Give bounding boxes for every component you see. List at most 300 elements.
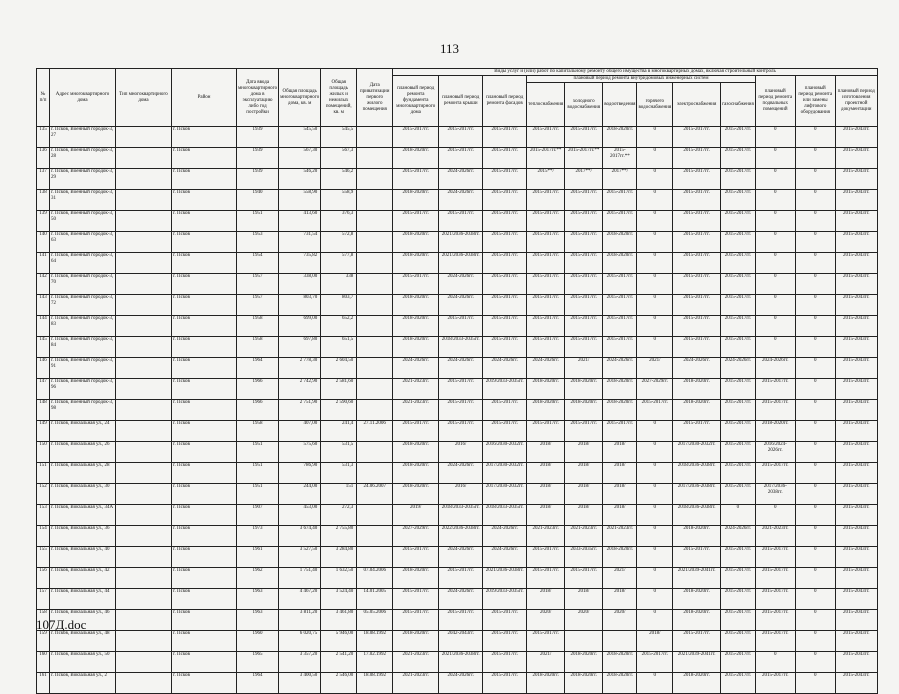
cell-period-facade: 2019/2033-2035гг. <box>483 379 527 400</box>
cell-sewer: 2020/ <box>603 610 637 631</box>
cell-gas: 2015-2017гг. <box>721 673 756 694</box>
cell-period-facade: 2024-2026гг. <box>483 547 527 568</box>
cell-gas: 2015-2017гг. <box>721 610 756 631</box>
cell-gas: 2015-2017гг. <box>721 148 756 169</box>
cell-lift: 0 <box>795 652 835 673</box>
cell-type <box>116 337 172 358</box>
cell-gas: 2015-2017гг. <box>721 274 756 295</box>
cell-num: 141 <box>37 253 50 274</box>
cell-lift: 0 <box>795 190 835 211</box>
cell-basement: 2015-2017гг. <box>755 673 795 694</box>
cell-year: 1951 <box>237 442 279 463</box>
cell-heat: 2020/ <box>527 610 565 631</box>
cell-period-facade: 2019/2033-2035гг. <box>483 589 527 610</box>
cell-type <box>116 169 172 190</box>
table-row <box>37 379 878 400</box>
cell-lift: 0 <box>795 400 835 421</box>
cell-heat: 2015-2017гг. <box>527 127 565 148</box>
cell-address: г. Псков, Вокзальная ул., 26 <box>50 442 116 463</box>
cell-electric: 2017/2030-2032гг. <box>673 442 721 463</box>
cell-basement: 0 <box>755 148 795 169</box>
cell-res-area: 2 581,60 <box>321 379 357 400</box>
header-lift: плановый период ремонта или замены лифтового оборудования <box>795 76 835 127</box>
cell-num: 158 <box>37 610 50 631</box>
cell-period-fund: 2018-2020гг. <box>393 463 439 484</box>
cell-district: г. Псков <box>172 379 237 400</box>
cell-type <box>116 148 172 169</box>
cell-address: г. Псков, Вокзальная ул., 44 <box>50 589 116 610</box>
cell-res-area: 3 461,80 <box>321 610 357 631</box>
cell-num: 155 <box>37 547 50 568</box>
cell-num: 137 <box>37 169 50 190</box>
cell-total-area: 2 742,90 <box>279 379 321 400</box>
cell-priv-date: 24.06.2007 <box>357 484 393 505</box>
cell-year: 1951 <box>237 463 279 484</box>
cell-type <box>116 232 172 253</box>
cell-priv-date <box>357 316 393 337</box>
table-row <box>37 127 878 148</box>
cell-num: 139 <box>37 211 50 232</box>
cell-num: 154 <box>37 526 50 547</box>
cell-electric: 2015-2017гг. <box>673 211 721 232</box>
cell-sewer: 2017**/ <box>603 169 637 190</box>
cell-period-facade: 2024-2026гг. <box>483 526 527 547</box>
cell-electric: 2018-2020гг. <box>673 610 721 631</box>
cell-res-area: 376,3 <box>321 211 357 232</box>
cell-year: 1940 <box>237 190 279 211</box>
cell-priv-date <box>357 295 393 316</box>
cell-sewer: 2018-2020гг. <box>603 379 637 400</box>
cell-year: 1973 <box>237 526 279 547</box>
cell-year: 1939 <box>237 148 279 169</box>
cell-total-area: 731,54 <box>279 232 321 253</box>
cell-res-area: 241,4 <box>321 421 357 442</box>
table-row <box>37 295 878 316</box>
cell-cold: 2018-2020гг. <box>565 400 603 421</box>
cell-period-roof: 2021/2036-2038гг. <box>439 232 483 253</box>
cell-lift: 0 <box>795 148 835 169</box>
cell-priv-date: 17.02.1992 <box>357 652 393 673</box>
cell-priv-date: 27.11.2006 <box>357 421 393 442</box>
cell-year: 1962 <box>237 568 279 589</box>
cell-sewer: 2015-2017гг. <box>603 316 637 337</box>
cell-electric: 2015-2017гг. <box>673 232 721 253</box>
cell-sewer: 2018-2020гг. <box>603 673 637 694</box>
cell-res-area: 652,2 <box>321 316 357 337</box>
cell-hot: 0 <box>637 568 673 589</box>
cell-gas: 2024-2026гг. <box>721 358 756 379</box>
cell-heat: 2015-2017гг. <box>527 190 565 211</box>
cell-electric: 2015-2017гг. <box>673 316 721 337</box>
cell-period-fund: 2018-2020гг. <box>393 631 439 652</box>
cell-priv-date <box>357 148 393 169</box>
cell-num: 145 <box>37 337 50 358</box>
table-row <box>37 652 878 673</box>
cell-total-area: 803,70 <box>279 295 321 316</box>
cell-period-roof: 2024-2026гг. <box>439 463 483 484</box>
cell-priv-date <box>357 337 393 358</box>
cell-cold: 2018/ <box>565 589 603 610</box>
cell-lift: 0 <box>795 673 835 694</box>
cell-design: 2015-2043гг. <box>835 211 877 232</box>
cell-address: г. Псков, Военный городок-3, 84 <box>50 337 116 358</box>
cell-design: 2015-2043гг. <box>835 190 877 211</box>
cell-design: 2015-2043гг. <box>835 568 877 589</box>
cell-sewer: 2018/ <box>603 484 637 505</box>
cell-cold: 2018-2020гг. <box>565 652 603 673</box>
cell-hot: 0 <box>637 211 673 232</box>
cell-period-fund: 2021-2023гг. <box>393 400 439 421</box>
cell-basement: 0 <box>755 232 795 253</box>
cell-res-area: 531,3 <box>321 463 357 484</box>
cell-heat: 2018-2020гг. <box>527 673 565 694</box>
cell-lift: 0 <box>795 295 835 316</box>
cell-lift: 0 <box>795 337 835 358</box>
table-row <box>37 484 878 505</box>
cell-heat: 2015-2017гг. <box>527 337 565 358</box>
cell-type <box>116 295 172 316</box>
cell-lift: 0 <box>795 127 835 148</box>
cell-address: г. Псков, Вокзальная ул., 28 <box>50 463 116 484</box>
cell-period-roof: 2024-2026гг. <box>439 547 483 568</box>
cell-sewer: 2015-2017гг. <box>603 211 637 232</box>
cell-num: 138 <box>37 190 50 211</box>
cell-lift: 0 <box>795 253 835 274</box>
table-body <box>37 127 878 694</box>
cell-type <box>116 274 172 295</box>
cell-period-fund: 2021-2023гг. <box>393 379 439 400</box>
cell-sewer: 2015-2017гг.** <box>603 148 637 169</box>
cell-address: г. Псков, Военный городок-3, 50 <box>50 211 116 232</box>
cell-type <box>116 526 172 547</box>
cell-period-fund: 2018-2020гг. <box>393 232 439 253</box>
cell-basement: 0 <box>755 274 795 295</box>
cell-total-area: 3 811,20 <box>279 610 321 631</box>
cell-priv-date <box>357 547 393 568</box>
cell-num: 153 <box>37 505 50 526</box>
cell-heat: 2015-2017гг. <box>527 631 565 652</box>
cell-basement: 0 <box>755 295 795 316</box>
page-number: 113 <box>439 41 460 56</box>
cell-hot: 0 <box>637 190 673 211</box>
cell-cold: 2018/ <box>565 505 603 526</box>
cell-type <box>116 442 172 463</box>
table-row <box>37 400 878 421</box>
cell-year: 1939 <box>237 127 279 148</box>
header-electric: электроснабжения <box>673 83 721 127</box>
cell-sewer: 2021-2023гг. <box>603 526 637 547</box>
cell-period-fund: 2021-2023гг. <box>393 652 439 673</box>
cell-year: 1951 <box>237 484 279 505</box>
cell-hot: 0 <box>637 547 673 568</box>
cell-lift: 0 <box>795 610 835 631</box>
cell-hot: 2015-2017гг. <box>637 400 673 421</box>
cell-period-roof: 2022/2036-2038гг. <box>439 526 483 547</box>
cell-sewer: 2024-2026гг. <box>603 358 637 379</box>
cell-hot: 0 <box>637 463 673 484</box>
header-systems: плановый период ремонта внутридомовых инженерных систем <box>527 76 756 83</box>
cell-hot: 0 <box>637 673 673 694</box>
capital-repair-table <box>36 68 878 694</box>
cell-design: 2015-2043гг. <box>835 652 877 673</box>
table-row <box>37 505 878 526</box>
cell-electric: 2015-2017гг. <box>673 274 721 295</box>
table-row <box>37 190 878 211</box>
cell-period-fund: 2015-2017гг. <box>393 547 439 568</box>
cell-district: г. Псков <box>172 400 237 421</box>
cell-gas: 2015-2017гг. <box>721 232 756 253</box>
cell-period-facade: 2021/2036-2038гг. <box>483 568 527 589</box>
table-row <box>37 442 878 463</box>
cell-cold: 2018-2020гг. <box>565 673 603 694</box>
cell-basement: 2018-2020гг. <box>755 421 795 442</box>
cell-basement: 2015-2017гг. <box>755 631 795 652</box>
cell-address: г. Псков, Вокзальная ул., 40 <box>50 547 116 568</box>
cell-type <box>116 547 172 568</box>
cell-cold: 2021-2023гг. <box>565 526 603 547</box>
cell-gas: 2015-2017гг. <box>721 652 756 673</box>
cell-heat: 2018/ <box>527 505 565 526</box>
cell-basement: 0 <box>755 505 795 526</box>
cell-period-roof: 2024-2026гг. <box>439 295 483 316</box>
cell-hot: 2018/ <box>637 631 673 652</box>
cell-period-facade: 2015-2017гг. <box>483 190 527 211</box>
table-row <box>37 274 878 295</box>
cell-address: г. Псков, Военный городок-3, 96 <box>50 379 116 400</box>
cell-design: 2015-2043гг. <box>835 316 877 337</box>
cell-period-roof: 2015-2017гг. <box>439 421 483 442</box>
cell-period-facade: 2015-2017гг. <box>483 274 527 295</box>
cell-sewer <box>603 631 637 652</box>
cell-period-roof: 2024-2026гг. <box>439 673 483 694</box>
header-design: плановый период изготовления проектной документации <box>835 76 877 127</box>
cell-address: г. Псков, Военный городок-3, 27 <box>50 127 116 148</box>
cell-num: 143 <box>37 295 50 316</box>
cell-total-area: 2 778,30 <box>279 358 321 379</box>
cell-design: 2015-2043гг. <box>835 127 877 148</box>
cell-period-fund: 2015-2017гг. <box>393 169 439 190</box>
cell-address: г. Псков, Военный городок-3, 91 <box>50 358 116 379</box>
cell-gas: 2015-2017гг. <box>721 337 756 358</box>
cell-period-roof: 2015-2017гг. <box>439 400 483 421</box>
cell-gas: 2015-2017гг. <box>721 463 756 484</box>
cell-lift: 0 <box>795 421 835 442</box>
header-year: Дата ввода многоквартирного дома в эксплуатацию либо год постройки <box>237 69 279 127</box>
header-district: Район <box>172 69 237 127</box>
cell-type <box>116 253 172 274</box>
cell-res-area: 2 755,80 <box>321 526 357 547</box>
cell-cold: 2020/ <box>565 610 603 631</box>
cell-design: 2015-2043гг. <box>835 379 877 400</box>
cell-basement: 2024-2026гг. <box>755 358 795 379</box>
footer-filename: 107Д.doc <box>36 617 87 632</box>
cell-period-facade: 2015-2017гг. <box>483 127 527 148</box>
cell-period-fund: 2015-2017гг. <box>393 421 439 442</box>
cell-sewer: 2018-2020гг. <box>603 127 637 148</box>
cell-res-area: 651,5 <box>321 337 357 358</box>
cell-res-area: 3 524,40 <box>321 589 357 610</box>
cell-sewer: 2015-2017гг. <box>603 274 637 295</box>
header-works-group: Виды услуг и (или) работ по капитальному ремонту общего имущества в многоквартирных домах, включая строительный контроль <box>393 69 878 76</box>
cell-total-area: 453,00 <box>279 505 321 526</box>
cell-period-fund: 2027-2029гг. <box>393 526 439 547</box>
cell-hot: 0 <box>637 484 673 505</box>
cell-year: 1964 <box>237 673 279 694</box>
cell-address: г. Псков, Вокзальная ул., 36 <box>50 526 116 547</box>
cell-district: г. Псков <box>172 610 237 631</box>
cell-electric: 2018-2020гг. <box>673 526 721 547</box>
table-row <box>37 547 878 568</box>
cell-sewer: 2018/ <box>603 442 637 463</box>
cell-res-area: 2 546,00 <box>321 673 357 694</box>
cell-district: г. Псков <box>172 505 237 526</box>
cell-total-area: 2 751,90 <box>279 400 321 421</box>
cell-design: 2015-2043гг. <box>835 631 877 652</box>
cell-hot: 0 <box>637 610 673 631</box>
cell-year: 1960 <box>237 631 279 652</box>
cell-num: 136 <box>37 148 50 169</box>
cell-design: 2015-2043гг. <box>835 484 877 505</box>
cell-year: 1958 <box>237 316 279 337</box>
cell-total-area: 3 400,50 <box>279 673 321 694</box>
cell-heat: 2015-2017гг. <box>527 211 565 232</box>
cell-period-facade: 2024-2026гг. <box>483 358 527 379</box>
cell-design: 2015-2043гг. <box>835 358 877 379</box>
cell-lift: 0 <box>795 211 835 232</box>
cell-heat: 2021-2023гг. <box>527 526 565 547</box>
cell-priv-date <box>357 169 393 190</box>
cell-res-area: 577,8 <box>321 253 357 274</box>
cell-cold: 2015-2017гг.** <box>565 148 603 169</box>
cell-hot: 0 <box>637 421 673 442</box>
table-row <box>37 526 878 547</box>
cell-total-area: 699,00 <box>279 316 321 337</box>
cell-basement: 2015-2017гг. <box>755 379 795 400</box>
cell-total-area: 6 020,75 <box>279 631 321 652</box>
cell-district: г. Псков <box>172 274 237 295</box>
cell-district: г. Псков <box>172 463 237 484</box>
cell-total-area: 575,60 <box>279 442 321 463</box>
header-hot: горячего водоснабжения <box>637 83 673 127</box>
cell-period-fund: 2018-2020гг. <box>393 337 439 358</box>
table-row <box>37 148 878 169</box>
cell-cold: 2015-2017гг. <box>565 232 603 253</box>
cell-priv-date <box>357 463 393 484</box>
cell-res-area: 803,7 <box>321 295 357 316</box>
cell-design: 2015-2043гг. <box>835 295 877 316</box>
cell-hot: 2021/ <box>637 358 673 379</box>
cell-res-area: 3 284,80 <box>321 547 357 568</box>
cell-priv-date <box>357 190 393 211</box>
cell-hot: 0 <box>637 316 673 337</box>
cell-period-fund: 2018-2020гг. <box>393 295 439 316</box>
cell-district: г. Псков <box>172 673 237 694</box>
cell-type <box>116 379 172 400</box>
header-priv-date: Дата приватизации первого жилого помещения <box>357 69 393 127</box>
cell-basement: 2016/2024-2026гг. <box>755 442 795 463</box>
cell-priv-date <box>357 127 393 148</box>
cell-lift: 0 <box>795 316 835 337</box>
cell-address: г. Псков, Военный городок-3, 72 <box>50 295 116 316</box>
cell-basement: 0 <box>755 337 795 358</box>
cell-design: 2015-2043гг. <box>835 463 877 484</box>
cell-hot: 0 <box>637 442 673 463</box>
cell-total-area: 735,82 <box>279 253 321 274</box>
cell-total-area: 1 751,40 <box>279 568 321 589</box>
cell-district: г. Псков <box>172 442 237 463</box>
cell-gas: 2015-2017гг. <box>721 631 756 652</box>
cell-gas: 2015-2017гг. <box>721 316 756 337</box>
cell-total-area: 3 357,20 <box>279 652 321 673</box>
cell-district: г. Псков <box>172 421 237 442</box>
cell-basement: 0 <box>755 190 795 211</box>
table-row <box>37 610 878 631</box>
cell-priv-date <box>357 211 393 232</box>
cell-period-facade: 2015-2017гг. <box>483 652 527 673</box>
cell-basement: 0 <box>755 211 795 232</box>
cell-electric: 2015-2017гг. <box>673 295 721 316</box>
cell-year: 1965 <box>237 652 279 673</box>
cell-cold <box>565 631 603 652</box>
cell-gas: 2015-2017гг. <box>721 295 756 316</box>
cell-gas: 2024-2026гг. <box>721 526 756 547</box>
table-row <box>37 631 878 652</box>
cell-gas: 2015-2017гг. <box>721 190 756 211</box>
cell-period-fund: 2015-2017гг. <box>393 274 439 295</box>
cell-heat: 2015-2017гг. <box>527 295 565 316</box>
cell-period-fund: 2015-2017гг. <box>393 127 439 148</box>
cell-res-area: 338 <box>321 274 357 295</box>
cell-heat: 2024-2026гг. <box>527 358 565 379</box>
table-row <box>37 358 878 379</box>
cell-type <box>116 505 172 526</box>
cell-period-fund: 2019/ <box>393 505 439 526</box>
cell-period-facade: 2016/2030-2032гг. <box>483 442 527 463</box>
cell-address: г. Псков, Вокзальная ул., 2 <box>50 673 116 694</box>
cell-basement: 0 <box>755 652 795 673</box>
cell-basement: 0 <box>755 316 795 337</box>
cell-lift: 0 <box>795 505 835 526</box>
cell-year: 1957 <box>237 274 279 295</box>
cell-address: г. Псков, Военный городок-3, 31 <box>50 190 116 211</box>
cell-year: 1966 <box>237 379 279 400</box>
cell-total-area: 3 527,50 <box>279 547 321 568</box>
cell-res-area: 1 632,50 <box>321 568 357 589</box>
cell-type <box>116 211 172 232</box>
cell-period-facade: 2015-2017гг. <box>483 631 527 652</box>
cell-period-facade: 2015-2017гг. <box>483 316 527 337</box>
cell-lift: 0 <box>795 463 835 484</box>
cell-res-area: 5 946,00 <box>321 631 357 652</box>
cell-total-area: 567,30 <box>279 148 321 169</box>
cell-period-roof: 2015-2017гг. <box>439 148 483 169</box>
cell-period-roof: 2018/2033-2035гг. <box>439 505 483 526</box>
cell-period-facade: 2018/2033-2035гг. <box>483 505 527 526</box>
cell-district: г. Псков <box>172 169 237 190</box>
cell-year: 1907 <box>237 505 279 526</box>
cell-type <box>116 652 172 673</box>
cell-design: 2015-2043гг. <box>835 610 877 631</box>
cell-priv-date <box>357 274 393 295</box>
cell-heat: 2021/ <box>527 652 565 673</box>
cell-period-roof: 2024-2026гг. <box>439 589 483 610</box>
cell-period-facade: 2017/2030-2032гг. <box>483 484 527 505</box>
cell-period-fund: 2024-2026гг. <box>393 358 439 379</box>
cell-district: г. Псков <box>172 358 237 379</box>
cell-basement: 2015-2017гг. <box>755 610 795 631</box>
table-row <box>37 253 878 274</box>
cell-cold: 2015-2017гг. <box>565 190 603 211</box>
